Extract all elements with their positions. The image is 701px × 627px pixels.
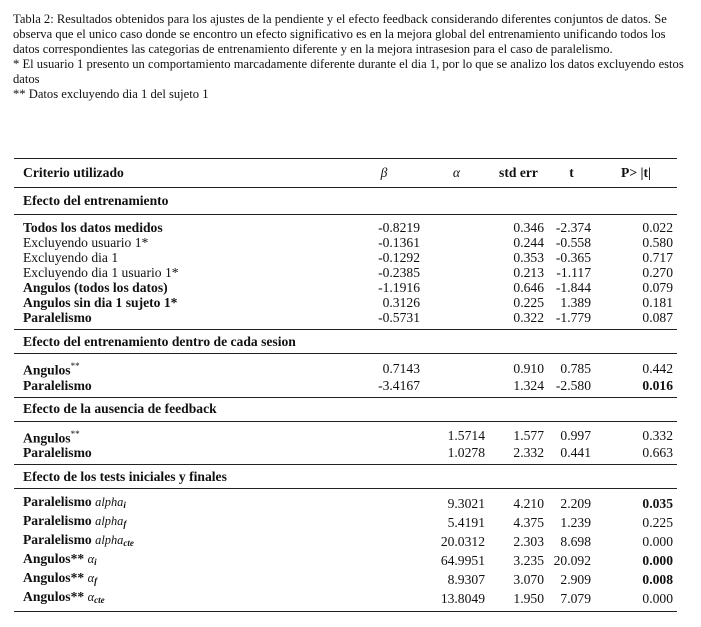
table-row <box>14 265 677 280</box>
row-label: Angulos sin dia 1 sujeto 1* <box>23 295 178 310</box>
row-label: Todos los datos medidos <box>23 220 163 235</box>
cell-alpha: 5.4191 <box>447 515 485 531</box>
cell-t: 20.092 <box>553 553 591 569</box>
cell-t: 2.909 <box>560 572 591 588</box>
cell-p: 0.087 <box>642 310 673 325</box>
cell-p: 0.000 <box>595 589 677 612</box>
row-label: Angulos** $\alpha_i$ <box>23 551 97 568</box>
cell-alpha: 1.0278 <box>447 445 485 461</box>
cell-p: 0.442 <box>642 360 673 376</box>
row-label: Angulos (todos los datos) <box>23 280 168 295</box>
cell-t: -1.844 <box>555 280 591 295</box>
header-t: t <box>548 159 595 188</box>
cell-stderr: 2.303 <box>513 534 544 550</box>
cell-alpha: 1.5714 <box>447 428 485 444</box>
row-label: Paralelismo <box>23 310 92 325</box>
header-stderr: std err <box>489 159 548 188</box>
row-label: Angulos** <box>23 361 80 378</box>
cell-alpha <box>424 265 489 280</box>
row-label: Paralelismo <box>23 377 92 393</box>
row-label: Excluyendo usuario 1* <box>23 235 149 250</box>
cell-stderr: 0.910 <box>513 360 544 376</box>
cell-alpha: 9.3021 <box>447 496 485 512</box>
table-row <box>14 532 677 551</box>
cell-beta <box>344 513 424 532</box>
caption-main: Tabla 2: Resultados obtenidos para los ajustes de la pendiente y el efecto feedback considerando diferentes conjuntos de datos. Se observa que el unico caso donde se encontro un efecto significativo es en la mejora global del entrenamiento unificando todos los datos correspondientes las categorias de entrenamiento diferente y en la mejora intrasesion para el caso de paralelismo. <box>13 12 667 56</box>
cell-beta <box>344 489 424 514</box>
cell-alpha: 8.9307 <box>447 572 485 588</box>
cell-t: 2.209 <box>560 496 591 512</box>
section-title: Efecto de la ausencia de feedback <box>14 397 677 421</box>
cell-p: 0.022 <box>642 220 673 235</box>
cell-p: 0.663 <box>642 445 673 461</box>
cell-alpha <box>424 235 489 250</box>
table-row <box>14 250 677 265</box>
cell-p: 0.035 <box>642 496 673 512</box>
cell-t: 8.698 <box>560 534 591 550</box>
cell-beta <box>344 570 424 589</box>
cell-beta: -0.8219 <box>378 220 420 235</box>
cell-beta: 0.3126 <box>382 295 420 310</box>
table-row <box>14 354 677 378</box>
row-label: Paralelismo alpha$_f$ <box>23 513 127 530</box>
cell-t: 1.389 <box>560 295 591 310</box>
table-caption <box>13 12 689 102</box>
caption-note-1: * El usuario 1 presento un comportamiento marcadamente diferente durante el dia 1, por lo que se analizo los datos excluyendo estos datos <box>13 57 684 86</box>
cell-p: 0.181 <box>642 295 673 310</box>
table-row <box>14 310 677 330</box>
cell-t: -1.117 <box>556 265 591 280</box>
row-label: Paralelismo <box>23 445 92 461</box>
section-header <box>14 465 677 489</box>
cell-t: 0.785 <box>560 360 591 376</box>
row-label: Excluyendo dia 1 usuario 1* <box>23 265 179 280</box>
section-title: Efecto de los tests iniciales y finales <box>14 465 677 489</box>
cell-beta <box>344 445 424 465</box>
cell-beta: -1.1916 <box>378 280 420 295</box>
section-title: Efecto del entrenamiento dentro de cada sesion <box>14 330 677 354</box>
section-header <box>14 188 677 215</box>
cell-p: 0.000 <box>642 534 673 550</box>
cell-beta: -3.4167 <box>378 377 420 393</box>
cell-p: 0.225 <box>642 515 673 531</box>
cell-stderr: 3.070 <box>513 572 544 588</box>
cell-stderr: 0.346 <box>513 220 544 235</box>
table-row <box>14 570 677 589</box>
section-title: Efecto del entrenamiento <box>14 188 677 215</box>
cell-p: 0.580 <box>642 235 673 250</box>
cell-stderr: 0.244 <box>513 235 544 250</box>
cell-t: -0.558 <box>555 235 591 250</box>
table-row <box>14 280 677 295</box>
cell-stderr: 0.213 <box>513 265 544 280</box>
table-row <box>14 513 677 532</box>
cell-stderr: 0.646 <box>513 280 544 295</box>
cell-beta: -0.1292 <box>378 250 420 265</box>
cell-t: -2.374 <box>555 220 591 235</box>
cell-t: 0.997 <box>560 428 591 444</box>
cell-beta <box>344 421 424 445</box>
table-row <box>14 489 677 514</box>
table-row <box>14 589 677 612</box>
cell-t: -2.580 <box>555 377 591 393</box>
cell-p: 0.332 <box>642 428 673 444</box>
cell-t: 0.441 <box>560 445 591 461</box>
row-label: Paralelismo alpha$_{cte}$ <box>23 532 134 549</box>
cell-alpha <box>424 310 489 330</box>
cell-stderr: 1.950 <box>489 589 548 612</box>
cell-stderr: 3.235 <box>513 553 544 569</box>
cell-alpha: 64.9951 <box>440 553 485 569</box>
cell-t: -0.365 <box>555 250 591 265</box>
header-criterion: Criterio utilizado <box>14 159 344 188</box>
cell-alpha: 20.0312 <box>440 534 485 550</box>
table-row <box>14 421 677 445</box>
cell-stderr: 0.322 <box>513 310 544 325</box>
cell-alpha <box>424 295 489 310</box>
row-label: Angulos** <box>23 428 80 446</box>
row-label: Paralelismo alpha$_i$ <box>23 494 126 511</box>
cell-p: 0.717 <box>642 250 673 265</box>
cell-alpha: 13.8049 <box>424 589 489 612</box>
cell-t: -1.779 <box>555 310 591 325</box>
header-beta: β <box>344 159 424 188</box>
cell-alpha <box>424 354 489 378</box>
cell-p: 0.008 <box>642 572 673 588</box>
cell-p: 0.079 <box>642 280 673 295</box>
cell-beta <box>344 589 424 612</box>
cell-beta: -0.1361 <box>378 235 420 250</box>
cell-stderr: 0.225 <box>513 295 544 310</box>
cell-stderr: 1.577 <box>513 428 544 444</box>
cell-beta <box>344 532 424 551</box>
cell-alpha <box>424 280 489 295</box>
cell-t: 1.239 <box>560 515 591 531</box>
section-header <box>14 397 677 421</box>
cell-p: 0.270 <box>642 265 673 280</box>
caption-note-2: ** Datos excluyendo dia 1 del sujeto 1 <box>13 87 209 101</box>
header-alpha: α <box>424 159 489 188</box>
table-row <box>14 378 677 398</box>
results-table <box>14 158 677 612</box>
section-header <box>14 330 677 354</box>
row-label: Angulos** $\alpha_{cte}$ <box>14 589 344 612</box>
cell-p: 0.016 <box>642 377 673 393</box>
cell-t: 7.079 <box>548 589 595 612</box>
row-label: Excluyendo dia 1 <box>23 250 119 265</box>
row-label: Angulos** $\alpha_f$ <box>23 570 98 587</box>
cell-stderr: 2.332 <box>513 445 544 461</box>
cell-beta: -0.2385 <box>378 265 420 280</box>
table-header-row <box>14 159 677 188</box>
cell-alpha <box>424 378 489 398</box>
cell-stderr: 0.353 <box>513 250 544 265</box>
cell-p: 0.000 <box>642 553 673 569</box>
cell-stderr: 1.324 <box>513 377 544 393</box>
cell-alpha <box>424 250 489 265</box>
table-row <box>14 445 677 465</box>
cell-alpha <box>424 215 489 236</box>
table-row <box>14 235 677 250</box>
cell-beta: -0.5731 <box>378 310 420 325</box>
table-row <box>14 295 677 310</box>
header-p: P> |t| <box>595 159 677 188</box>
cell-stderr: 4.210 <box>513 496 544 512</box>
cell-beta <box>344 551 424 570</box>
table-row <box>14 215 677 236</box>
table-row <box>14 551 677 570</box>
cell-beta: 0.7143 <box>382 360 420 376</box>
cell-stderr: 4.375 <box>513 515 544 531</box>
